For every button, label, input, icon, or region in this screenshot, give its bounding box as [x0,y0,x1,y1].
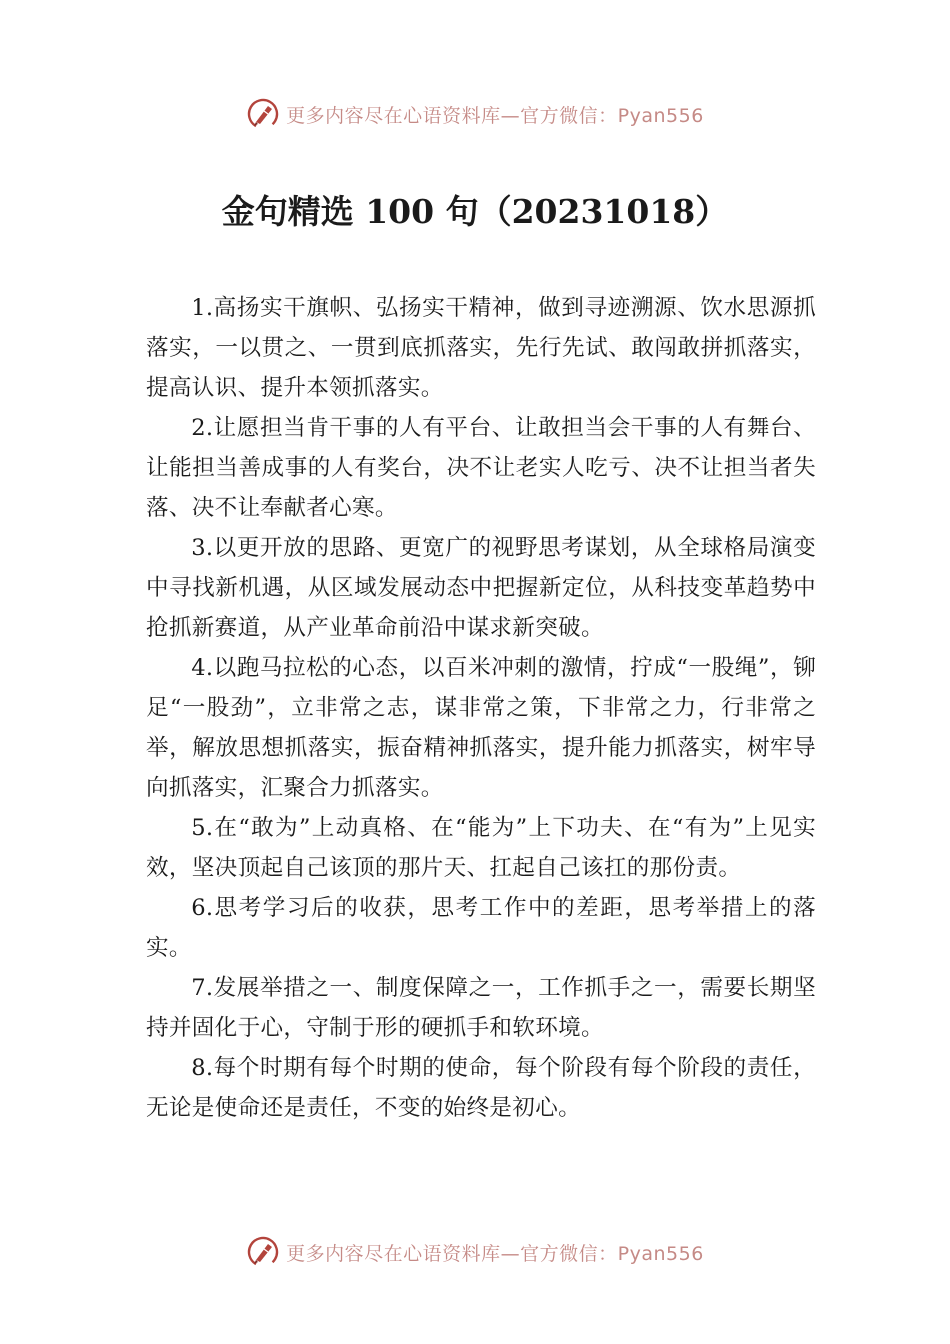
header-banner [0,94,950,134]
document-title: 金句精选 100 句（20231018） [221,192,729,231]
banner-text: 更多内容尽在心语资料库—官方微信：Pyan556 [286,1242,704,1265]
footer-banner [0,1232,950,1272]
paragraph: 2.让愿担当肯干事的人有平台、让敢担当会干事的人有舞台、让能担当善成事的人有奖台，决不让老实人吃亏、决不让担当者失落、决不让奉献者心寒。 [146,415,816,521]
paragraph: 7.发展举措之一、制度保障之一，工作抓手之一，需要长期坚持并固化于心，守制于形的硬抓手和软环境。 [146,975,816,1041]
pen-nib-logo-icon [246,1235,280,1269]
paragraph: 4.以跑马拉松的心态，以百米冲刺的激情，拧成“一股绳”，铆足“一股劲”，立非常之志，谋非常之策，下非常之力，行非常之举，解放思想抓落实，振奋精神抓落实，提升能力抓落实，树牢导向抓落实，汇聚合力抓落实。 [146,655,816,801]
paragraph: 8.每个时期有每个时期的使命，每个阶段有每个阶段的责任，无论是使命还是责任，不变的始终是初心。 [146,1055,816,1121]
document-body [146,288,816,1128]
paragraph: 5.在“敢为”上动真格、在“能为”上下功夫、在“有为”上见实效，坚决顶起自己该顶的那片天、扛起自己该扛的那份责。 [146,815,816,881]
paragraph: 3.以更开放的思路、更宽广的视野思考谋划，从全球格局演变中寻找新机遇，从区域发展动态中把握新定位，从科技变革趋势中抢抓新赛道，从产业革命前沿中谋求新突破。 [146,535,816,641]
paragraph: 6.思考学习后的收获，思考工作中的差距，思考举措上的落实。 [146,895,816,961]
banner-text: 更多内容尽在心语资料库—官方微信：Pyan556 [286,104,704,127]
pen-nib-logo-icon [246,97,280,131]
paragraph: 1.高扬实干旗帜、弘扬实干精神，做到寻迹溯源、饮水思源抓落实，一以贯之、一贯到底抓落实，先行先试、敢闯敢拼抓落实，提高认识、提升本领抓落实。 [146,295,816,401]
